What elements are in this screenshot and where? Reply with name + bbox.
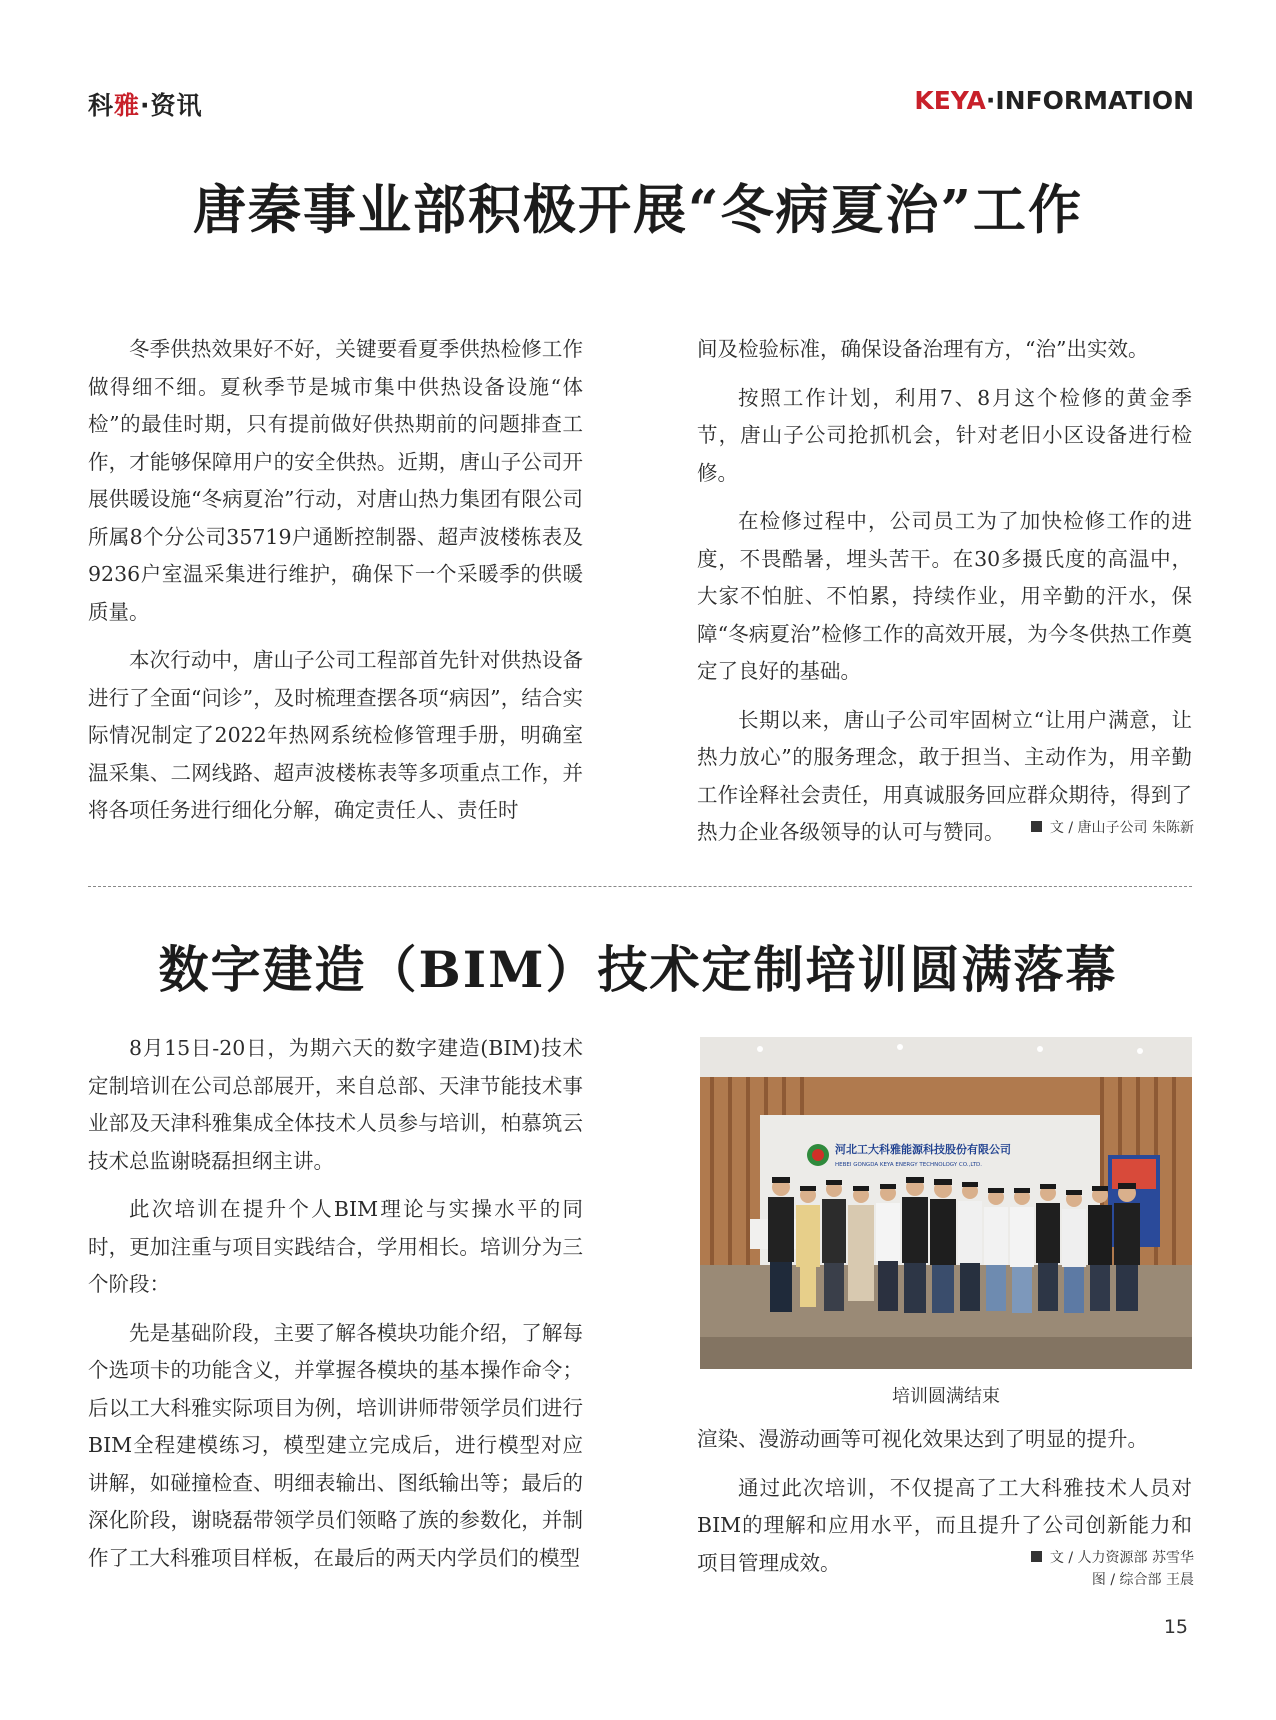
magazine-section-header — [88, 86, 203, 122]
article1-byline — [1031, 817, 1194, 839]
article2-paragraph-4: 通过此次培训，不仅提高了工大科雅技术人员对BIM的理解和应用水平，而且提升了公司创新能力和项目管理成效。 — [697, 1475, 1192, 1575]
article2-paragraph-2: 此次培训在提升个人BIM理论与实操水平的同时，更加注重与项目实践结合，学用相长。培训分为三个阶段： — [88, 1197, 583, 1296]
article2-continuation: 渲染、漫游动画等可视化效果达到了明显的提升。 — [697, 1427, 1148, 1451]
brand-char-1: 科 — [88, 91, 115, 120]
article2-byline — [1031, 1547, 1194, 1591]
magazine-section-header-en — [914, 86, 1194, 115]
article2-left-column — [88, 1030, 583, 1577]
article2-paragraph-3: 先是基础阶段，主要了解各模块功能介绍，了解每个选项卡的功能含义，并掌握各模块的基本操作命令；后以工大科雅实际项目为例，培训讲师带领学员们进行BIM全程建模练习，模型建立完成后，进行模型对应讲解，如碰撞检查、明细表输出、图纸输出等；最后的深化阶段，谢晓磊带领学员们领略了族的参数化，并制作了工大科雅项目样板，在最后的两天内学员们的模型 — [88, 1320, 583, 1570]
article1-continuation: 间及检验标准，确保设备治理有方，“治”出实效。 — [697, 337, 1149, 361]
section-label: ·资讯 — [140, 91, 203, 120]
article1-paragraph-4: 在检修过程中，公司员工为了加快检修工作的进度，不畏酷暑，埋头苦干。在30多摄氏度的高温中，大家不怕脏、不怕累，持续作业，用辛勤的汗水，保障“冬病夏治”检修工作的高效开展，为今冬供热工作奠定了良好的基础。 — [697, 509, 1192, 683]
article2-photographer: 图 / 综合部 王晨 — [1091, 1572, 1194, 1588]
article1-paragraph-3: 按照工作计划，利用7、8月这个检修的黄金季节，唐山子公司抢抓机会，针对老旧小区设备进行检修。 — [697, 385, 1192, 485]
article1-right-column — [697, 331, 1192, 852]
section-label-en: ·INFORMATION — [985, 86, 1194, 115]
byline-square-icon — [1031, 821, 1042, 832]
photo-caption: 培训圆满结束 — [892, 1386, 1000, 1407]
group-photo — [700, 1037, 1192, 1369]
page-number: 15 — [1163, 1616, 1188, 1638]
article2-title: 数字建造（BIM）技术定制培训圆满落幕 — [158, 940, 1118, 999]
article1-title: 唐秦事业部积极开展“冬病夏治”工作 — [193, 179, 1083, 241]
dashed-divider — [88, 886, 1192, 887]
article1-author: 文 / 唐山子公司 朱陈新 — [1049, 820, 1194, 836]
photo-sign-en: HEBEI GONGDA KEYA ENERGY TECHNOLOGY CO.,LTD. — [835, 1162, 982, 1168]
article2-paragraph-1: 8月15日-20日，为期六天的数字建造(BIM)技术定制培训在公司总部展开，来自总部、天津节能技术事业部及天津科雅集成全体技术人员参与培训，柏慕筑云技术总监谢晓磊担纲主讲。 — [88, 1036, 583, 1173]
brand-char-2: 雅 — [114, 91, 141, 120]
photo-sign-cn: 河北工大科雅能源科技股份有限公司 — [835, 1143, 1011, 1156]
article1-paragraph-1: 冬季供热效果好不好，关键要看夏季供热检修工作做得细不细。夏秋季节是城市集中供热设备设施“体检”的最佳时期，只有提前做好供热期前的问题排查工作，才能够保障用户的安全供热。近期，唐山子公司开展供暖设施“冬病夏治”行动，对唐山热力集团有限公司所属8个分公司35719户通断控制器、超声波楼栋表及9236户室温采集进行维护，确保下一个采暖季的供暖质量。 — [88, 337, 583, 624]
article1-paragraph-2: 本次行动中，唐山子公司工程部首先针对供热设备进行了全面“问诊”，及时梳理查摆各项“病因”，结合实际情况制定了2022年热网系统检修管理手册，明确室温采集、二网线路、超声波楼栋表等多项重点工作，并将各项任务进行细化分解，确定责任人、责任时 — [88, 648, 583, 822]
article1-left-column — [88, 331, 583, 830]
byline-square-icon — [1031, 1551, 1042, 1562]
article1-paragraph-5: 长期以来，唐山子公司牢固树立“让用户满意，让热力放心”的服务理念，敢于担当、主动作为，用辛勤工作诠释社会责任，用真诚服务回应群众期待，得到了热力企业各级领导的认可与赞同。 — [697, 707, 1192, 844]
article2-author: 文 / 人力资源部 苏雪华 — [1049, 1550, 1194, 1566]
brand-name-en: KEYA — [914, 86, 986, 115]
